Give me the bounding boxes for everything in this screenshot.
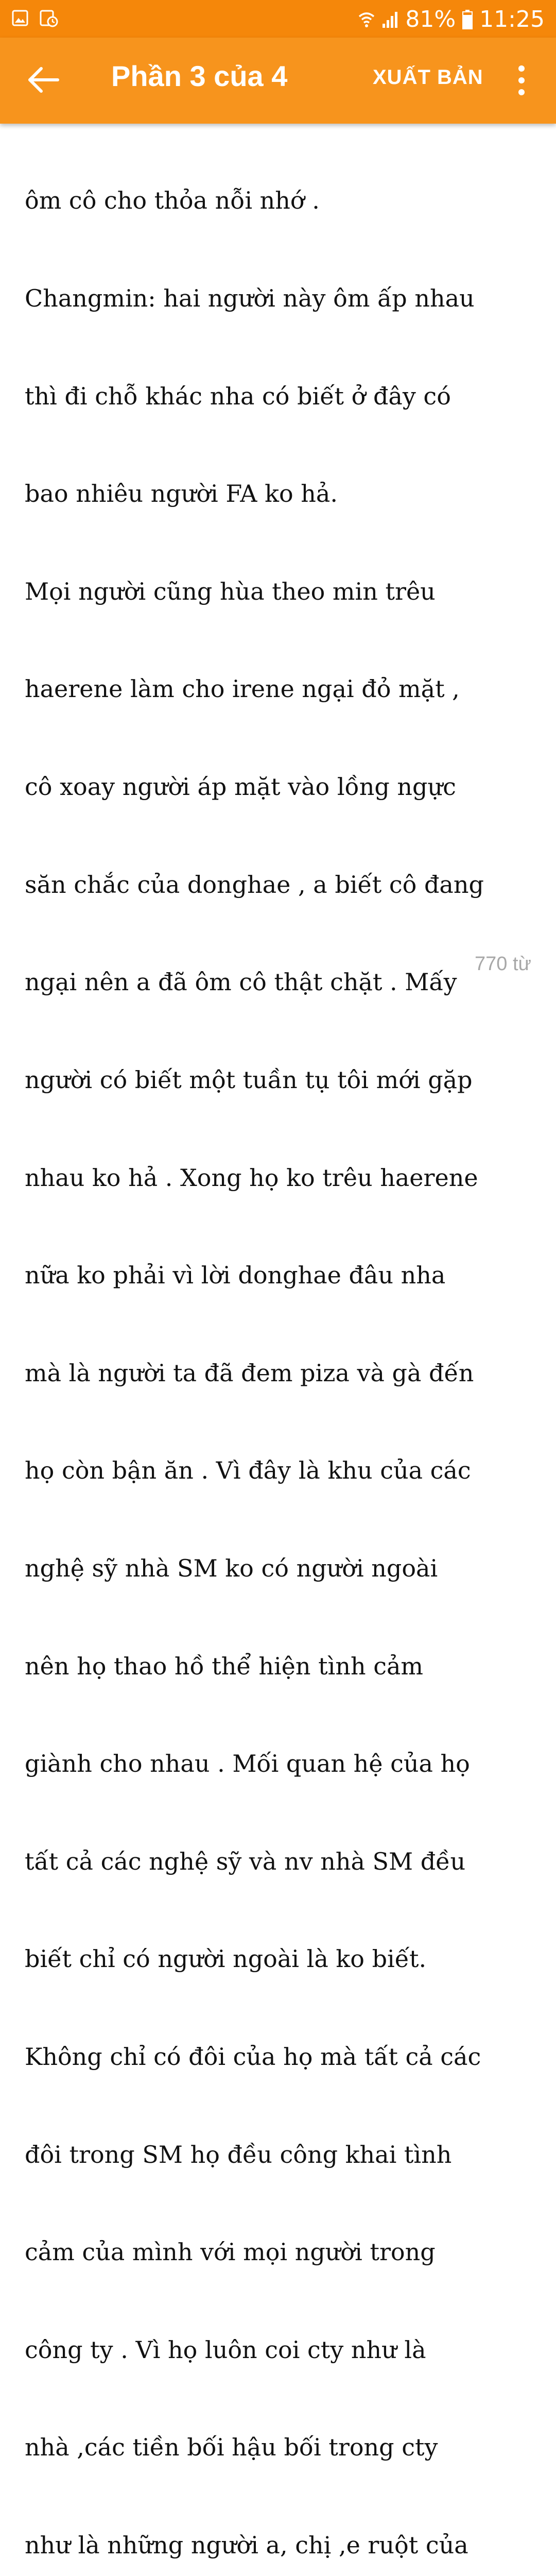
arrow-left-icon [26,64,62,95]
story-line: bao nhiêu người FA ko hả. [25,480,338,508]
story-line: tất cả các nghệ sỹ và nv nhà SM đều [25,1847,466,1875]
story-line: Changmin: hai người này ôm ấp nhau [25,284,475,313]
publish-button[interactable]: XUẤT BẢN [373,66,483,89]
story-line: người có biết một tuần tụ tôi mới gặp [25,1065,473,1094]
gallery-icon [11,9,29,27]
word-count: 770 từ [475,953,531,975]
story-line: haerene làm cho irene ngại đỏ mặt , [25,675,460,703]
status-bar [0,0,556,38]
story-line: ôm cô cho thỏa nỗi nhớ . [25,187,320,215]
story-line: Mọi người cũng hùa theo min trêu [25,577,436,605]
schedule-icon [39,9,59,28]
wifi-icon [358,9,375,30]
more-vert-icon [512,62,531,98]
notification-icons [11,9,59,28]
app-bar [0,38,556,124]
story-line: nghệ sỹ nhà SM ko có người ngoài [25,1554,438,1582]
story-line: đôi trong SM họ đều công khai tình [25,2140,452,2168]
story-line: cô xoay người áp mặt vào lồng ngực [25,773,456,801]
story-line: ngại nên a đã ôm cô thật chặt . Mấy [25,968,457,996]
clock: 11:25 [479,6,545,32]
story-line: nhau ko hả . Xong họ ko trêu haerene [25,1163,478,1192]
story-line: nữa ko phải vì lời donghae đâu nha [25,1261,446,1290]
story-line: họ còn bận ăn . Vì đây là khu của các [25,1456,471,1485]
more-options-button[interactable] [512,62,531,98]
story-line: công ty . Vì họ luôn coi cty như là [25,2335,426,2364]
back-button[interactable] [26,64,62,95]
story-line: như là những người a, chị ,e ruột của [25,2531,468,2560]
story-line: cảm của mình với mọi người trong [25,2238,436,2266]
battery-percent: 81% [405,6,456,32]
story-line: thì đi chỗ khác nha có biết ở đây có [25,382,451,410]
story-line: săn chắc của donghae , a biết cô đang [25,870,484,899]
story-line: giành cho nhau . Mối quan hệ của họ [25,1750,470,1778]
story-line: mà là người ta đã đem piza và gà đến [25,1359,474,1387]
status-right [358,5,545,34]
story-line: Không chỉ có đôi của họ mà tất cả các [25,2042,481,2071]
story-line: nhà ,các tiền bối hậu bối trong cty [25,2433,438,2462]
battery-icon [462,9,473,30]
story-body [25,120,540,2576]
story-line: biết chỉ có người ngoài là ko biết. [25,1945,427,1973]
signal-icon [381,10,399,29]
story-line: nên họ thao hồ thể hiện tình cảm [25,1652,424,1680]
page-title: Phần 3 của 4 [111,60,288,92]
